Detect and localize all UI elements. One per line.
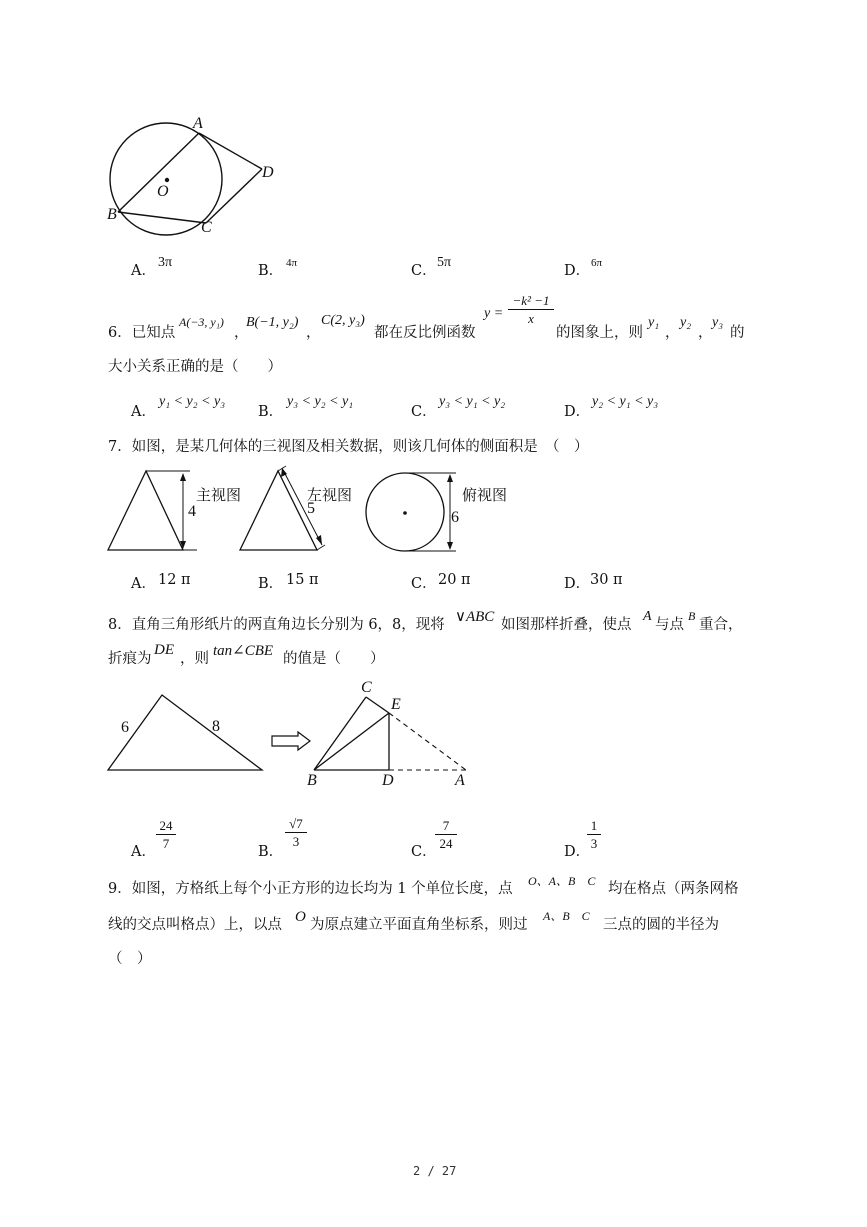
q8-option-b-fraction	[285, 815, 307, 850]
q7-option-a-value: 12 π	[158, 572, 191, 588]
q6-option-a-value: y₁ < y₂ < y₃	[159, 394, 226, 409]
q9-line3: （ ）	[108, 951, 152, 967]
q6-option-b-letter: B．	[258, 404, 284, 420]
q8-option-c-num: 7	[435, 817, 457, 835]
q8-triangle-abc: ∨ABC	[455, 609, 495, 625]
q6-option-b-value: y₃ < y₂ < y₁	[287, 394, 354, 409]
q8-crease-de: DE	[154, 642, 174, 658]
q6-option-d-value: y₂ < y₁ < y₃	[592, 394, 659, 409]
q5-option-a-value: 3π	[158, 255, 173, 270]
q8-label-a: A	[455, 772, 465, 789]
q6-option-a-letter: A．	[131, 404, 156, 420]
q8-option-d-den: 3	[590, 836, 598, 851]
q6-option-c-letter: C．	[411, 404, 437, 420]
q6-func-fraction	[508, 292, 554, 327]
q9-line2-b: 为原点建立平面直角坐标系，则过	[310, 917, 528, 933]
label-d: D	[262, 164, 274, 181]
q8-option-d-letter: D．	[564, 844, 591, 860]
q6-y3: y₃	[712, 315, 724, 330]
q8-option-a-den: 7	[162, 836, 170, 851]
q9-origin-o: O	[295, 909, 306, 925]
q6-comma2: ，	[698, 325, 713, 341]
q6-tail: 的图象上，则	[556, 325, 643, 341]
q8-label-c: C	[361, 679, 372, 696]
q8-label-d: D	[382, 772, 394, 789]
q8-option-a-num: 24	[156, 817, 176, 835]
q7-top-view-label: 俯视图	[462, 486, 508, 504]
q9-line2-a: 线的交点叫格点）上，以点	[108, 917, 282, 933]
q8-option-d-num: 1	[587, 817, 601, 835]
q7-front-num: 4	[188, 503, 196, 520]
q8-option-b-letter: B．	[258, 844, 284, 860]
q8-line1-d: 重合，	[699, 617, 743, 633]
q5-option-b-letter: B．	[258, 263, 284, 279]
q8-line2-b: ，则	[180, 651, 209, 667]
q6-mid: 都在反比例函数	[374, 325, 476, 341]
q5-option-a-letter: A．	[131, 263, 156, 279]
q7-option-b-value: 15 π	[286, 572, 319, 588]
q6-func-denominator: x	[528, 311, 534, 326]
q8-side-8: 8	[212, 718, 220, 735]
q6-line2: 大小关系正确的是（ ）	[108, 359, 282, 375]
label-a: A	[193, 115, 203, 132]
q9-points: O、A、B C	[528, 874, 596, 888]
q8-option-c-letter: C．	[411, 844, 437, 860]
q8-option-a-letter: A．	[131, 844, 156, 860]
q7-three-views-figure	[0, 460, 867, 580]
q8-option-a-fraction	[156, 817, 176, 852]
q8-label-b: B	[307, 772, 317, 789]
q7-front-view-label: 主视图	[196, 486, 242, 504]
q6-prefix: 6．已知点	[108, 325, 176, 341]
q8-option-c-fraction	[435, 817, 457, 852]
q7-left-num: 5	[307, 500, 315, 517]
q8-option-b-den: 3	[292, 834, 300, 849]
q9-line1-b: 均在格点（两条网格	[608, 881, 739, 897]
q6-option-d-letter: D．	[564, 404, 591, 420]
label-c: C	[201, 219, 212, 236]
q8-side-6: 6	[121, 719, 129, 736]
q8-tan-expression: tan∠CBE	[213, 643, 274, 659]
q5-option-d-letter: D．	[564, 263, 591, 279]
q8-option-c-den: 24	[439, 836, 453, 851]
q8-folding-figure	[0, 685, 867, 795]
q5-circle-figure	[0, 0, 867, 260]
q8-line1-a: 8．直角三角形纸片的两直角边长分别为 6，8，现将	[108, 617, 445, 633]
q6-sep2: ，	[306, 325, 321, 341]
q6-de: 的	[730, 325, 745, 341]
q6-point-a: A(−3, y₁)	[179, 315, 224, 329]
q9-line2-c: 三点的圆的半径为	[603, 917, 719, 933]
q7-option-a-letter: A．	[131, 576, 156, 592]
q8-line2-a: 折痕为	[108, 651, 152, 667]
q8-option-b-num: √7	[285, 815, 307, 833]
q8-line1-b: 如图那样折叠，使点	[501, 617, 632, 633]
q7-top-num: 6	[451, 509, 459, 526]
q8-label-e: E	[391, 696, 401, 713]
q5-option-c-value: 5π	[437, 255, 452, 270]
q7-option-c-letter: C．	[411, 576, 437, 592]
q6-y1: y₁	[648, 315, 660, 330]
q6-point-c: C(2, y₃)	[321, 313, 365, 328]
page-number: 2 / 27	[413, 1164, 457, 1178]
q8-point-b: B	[688, 609, 696, 623]
q6-comma1: ，	[665, 325, 680, 341]
q5-option-c-letter: C．	[411, 263, 437, 279]
q5-option-d-value: 6π	[591, 257, 603, 269]
q7-question: 7．如图，是某几何体的三视图及相关数据，则该几何体的侧面积是 （ ）	[108, 439, 589, 455]
label-o: O	[157, 183, 169, 200]
q5-option-b-value: 4π	[286, 257, 298, 269]
q6-func-lhs: y =	[484, 306, 504, 321]
q8-option-d-fraction	[587, 817, 601, 852]
q9-line1-a: 9．如图，方格纸上每个小正方形的边长均为 1 个单位长度，点	[108, 881, 513, 897]
q8-point-a: A	[643, 609, 652, 624]
q9-abc: A、B C	[543, 909, 590, 923]
q7-option-d-value: 30 π	[590, 572, 623, 588]
q6-point-b: B(−1, y₂)	[246, 315, 299, 330]
q6-y2: y₂	[680, 315, 692, 330]
q8-line1-c: 与点	[655, 617, 684, 633]
q6-func-numerator: −k² −1	[508, 292, 554, 310]
q6-option-c-value: y₃ < y₁ < y₂	[439, 394, 506, 409]
q7-option-d-letter: D．	[564, 576, 591, 592]
label-b: B	[107, 206, 117, 223]
q6-sep1: ，	[234, 325, 249, 341]
q8-line2-c: 的值是（ ）	[283, 651, 385, 667]
q7-left-view-label: 左视图	[307, 486, 353, 504]
q7-option-b-letter: B．	[258, 576, 284, 592]
q7-option-c-value: 20 π	[438, 572, 471, 588]
